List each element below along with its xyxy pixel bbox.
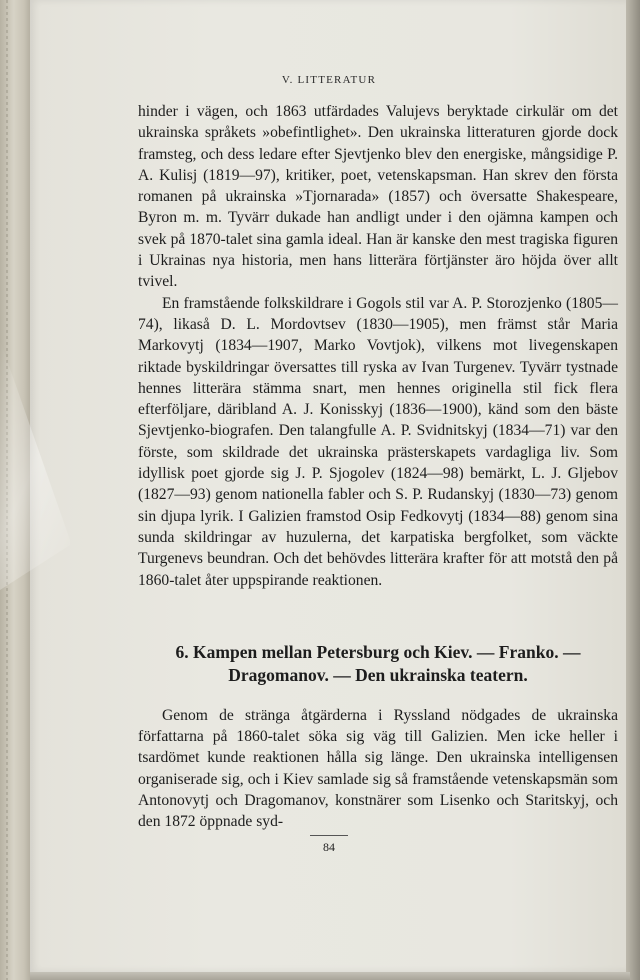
page-body bbox=[138, 101, 618, 833]
running-head: V. LITTERATUR bbox=[281, 74, 377, 86]
paragraph-2: En framstående folkskildrare i Gogols stil var A. P. Storozjenko (1805—74), likaså D. L. Mordovtsev (1830—1905), men främst står Maria Markovytj (1834—1907, Marko Vovtjok), vilkens mot livegenskapen riktade byskildringar översattes till ryska av Ivan Turgenev. Tyvärr tystnade hennes litterära stämma snart, men hennes originella stil fick flera efterföljare, däribland A. J. Konisskyj (1836—1900), känd som den bäste Sjevtjenko-biografen. Den talangfulle A. P. Svidnitskyj (1834—71) var den förste, som skildrade det ukrainska prästerskapets vardagliga liv. Som idyllisk poet gjorde sig J. P. Sjogolev (1824—98) bemärkt, L. J. Gljebov (1827—93) genom nationella fabler och S. P. Rudanskyj (1830—73) genom sin djupa lyrik. I Galizien framstod Osip Fedkovytj (1834—88) genom sina sunda skildringar av huzulerna, det karpatiska bergfolket, som väckte Turgenevs beundran. Och det behövdes litterära krafter för att motstå den på 1860-talet åter uppspirande reaktionen. bbox=[138, 294, 618, 589]
section-heading: 6. Kampen mellan Petersburg och Kiev. — Franko. — Dragomanov. — Den ukrainska teatern. bbox=[175, 641, 581, 685]
section-paragraph: Genom de stränga åtgärderna i Ryssland nödgades de ukrainska författarna på 1860-talet söka sig väg till Galizien. Men icke heller i tsardömet kunde reaktionen hålla sig länge. Den ukrainska intelligensen organiserade sig, och i Kiev samlade sig så framstående vetenskapsmän som Antonovytj och Dragomanov, konstnärer som Lisenko och Staritskyj, och den 1872 öppnade syd- bbox=[138, 706, 618, 831]
book-right-edge bbox=[626, 0, 640, 980]
page-number-rule bbox=[310, 835, 348, 836]
page-number bbox=[30, 835, 628, 855]
book-bottom-edge bbox=[30, 972, 630, 980]
paragraph-1: hinder i vägen, och 1863 utfärdades Valujevs beryktade cirkulär om det ukrainska språkets »obefintlighet». Den ukrainska litteraturen gjorde dock framsteg, och dess ledare efter Sjevtjenko blev den energiske, mångsidige P. A. Kulisj (1819—97), kritiker, poet, vetenskapsman. Han skrev den första romanen på ukrainska »Tjornarada» (1857) och översatte Shakespeare, Byron m. m. Tyvärr dukade han andligt under i den ojämna kampen och svek på 1870-talet sina gamla ideal. Han är kanske den mest tragiska figuren i Ukrainas nya historia, men hans litterära förtjänster äro höjda över allt tvivel. bbox=[138, 103, 618, 291]
book-page bbox=[30, 0, 628, 972]
page-number-text: 84 bbox=[323, 840, 335, 854]
